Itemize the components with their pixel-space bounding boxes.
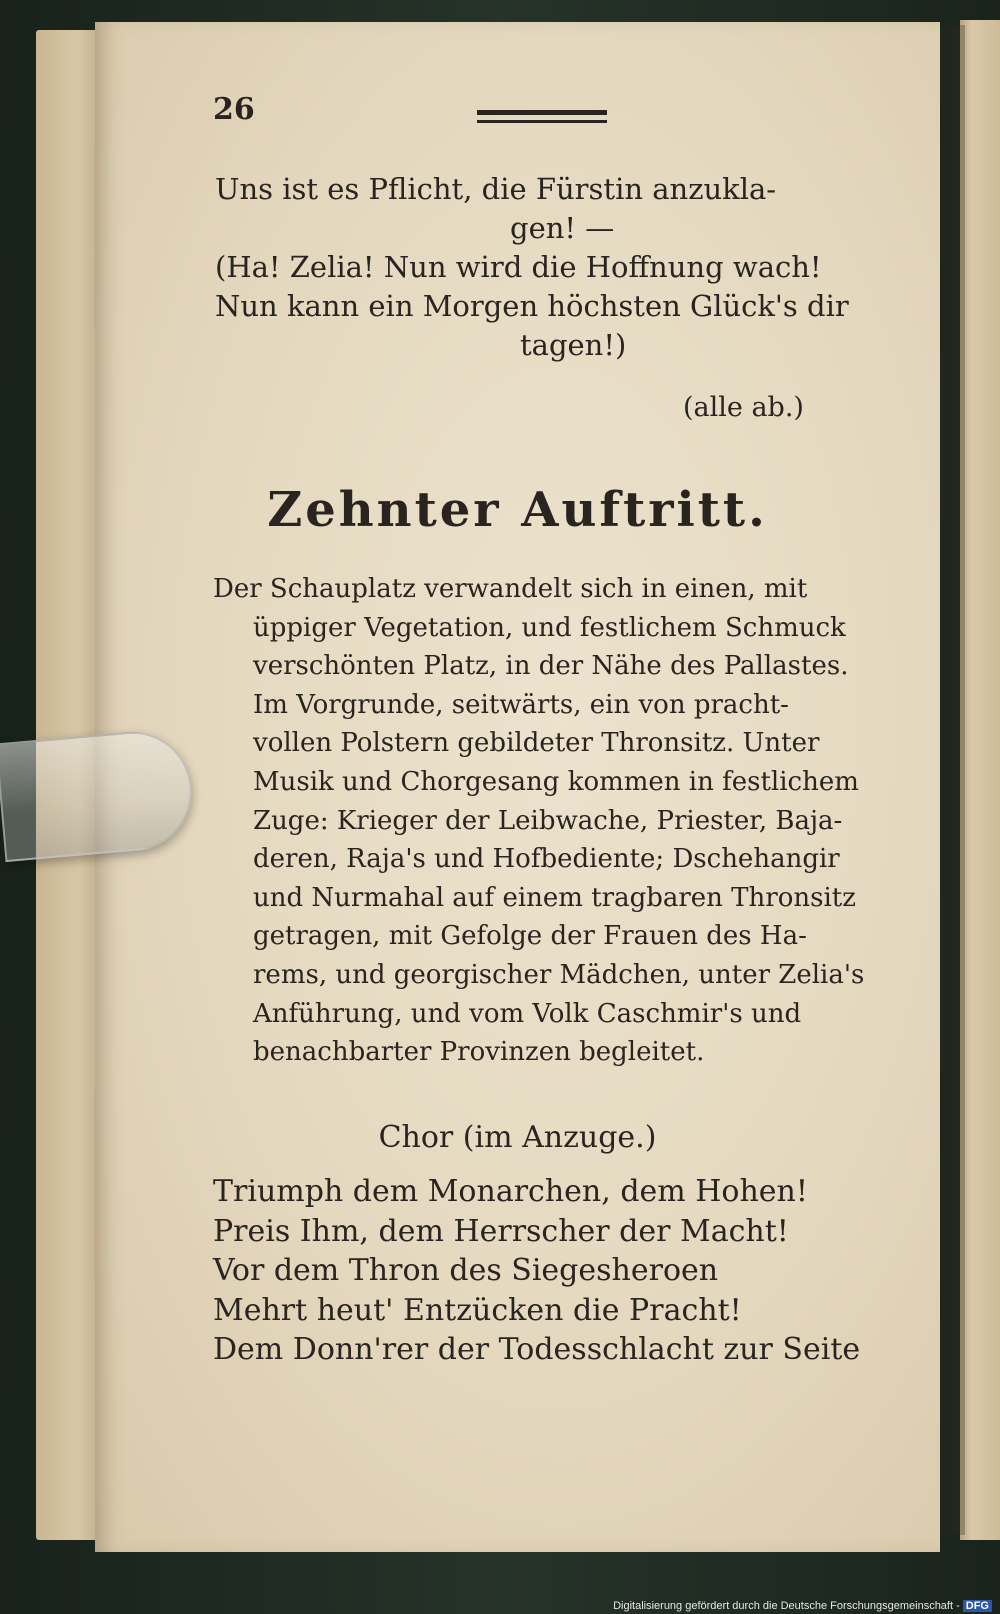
chor-line: Preis Ihm, dem Herrscher der Macht! <box>213 1213 789 1249</box>
scene-heading: Zehnter Auftritt. <box>267 482 768 538</box>
adjacent-page-right <box>960 20 1000 1540</box>
stage-line: und Nurmahal auf einem tragbaren Thronsitz <box>253 882 856 913</box>
chor-line: Triumph dem Monarchen, dem Hohen! <box>213 1174 808 1209</box>
stage-line: Zuge: Krieger der Leibwache, Priester, Baja- <box>253 805 843 836</box>
credit-text: Digitalisierung gefördert durch die Deutsche Forschungsgemeinschaft - <box>613 1600 960 1612</box>
stage-line: vollen Polstern gebildeter Thronsitz. Unter <box>253 728 820 759</box>
verse-line-5: tagen!) <box>520 328 627 362</box>
stage-line: üppiger Vegetation, und festlichem Schmuck <box>253 612 846 643</box>
dfg-logo: DFG <box>963 1600 992 1612</box>
stage-description <box>213 570 958 1072</box>
verse-line-1: Uns ist es Pflicht, die Fürstin anzukla- <box>215 172 777 206</box>
exit-stage-direction: (alle ab.) <box>683 392 804 423</box>
stage-line: getragen, mit Gefolge der Frauen des Ha- <box>253 921 807 952</box>
stage-line: Im Vorgrunde, seitwärts, ein von pracht- <box>253 689 789 720</box>
verse-line-2: gen! — <box>510 211 615 245</box>
verse-line-3: (Ha! Zelia! Nun wird die Hoffnung wach! <box>215 250 822 284</box>
stage-line: benachbarter Provinzen begleitet. <box>253 1037 705 1068</box>
stage-line: Musik und Chorgesang kommen in festlichem <box>253 766 859 797</box>
stage-line: verschönten Platz, in der Nähe des Pallastes. <box>253 651 849 682</box>
stage-line: deren, Raja's und Hofbediente; Dschehangir <box>253 844 840 875</box>
stage-line: Der Schauplatz verwandelt sich in einen, mit <box>213 574 808 604</box>
page-number: 26 <box>213 92 255 127</box>
chor-line: Mehrt heut' Entzücken die Pracht! <box>213 1292 742 1328</box>
stage-line: rems, und georgischer Mädchen, unter Zelia's <box>253 959 865 990</box>
verse-line-4: Nun kann ein Morgen höchsten Glück's dir <box>215 289 849 323</box>
chor-line: Dem Donn'rer der Todesschlacht zur Seite <box>213 1332 861 1367</box>
chor-line: Vor dem Thron des Siegesheroen <box>213 1253 719 1288</box>
digitization-credit <box>613 1600 992 1612</box>
stage-line: Anführung, und vom Volk Caschmir's und <box>253 998 802 1029</box>
chor-heading: Chor (im Anzuge.) <box>378 1120 657 1155</box>
book-page <box>95 22 940 1552</box>
header-rule-thick <box>477 110 607 115</box>
header-rule-thin <box>477 120 607 123</box>
chor-verse <box>213 1172 860 1370</box>
